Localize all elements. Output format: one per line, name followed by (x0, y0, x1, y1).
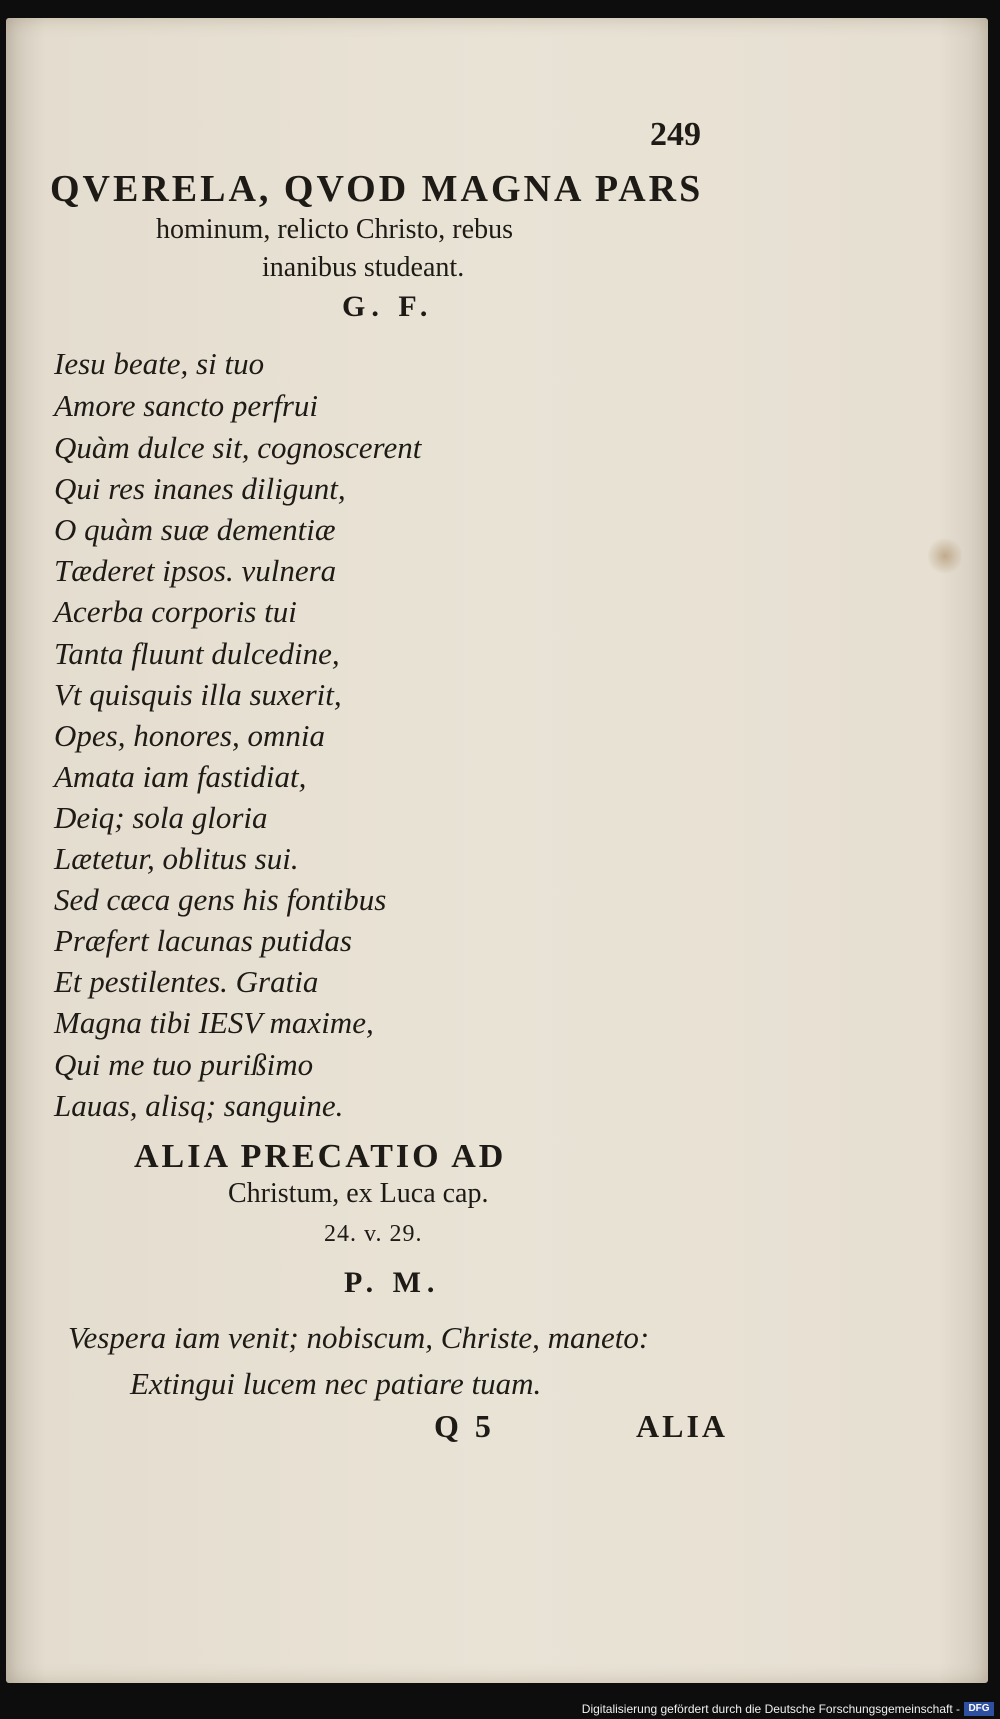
verse-line: Præfert lacunas putidas (54, 923, 352, 958)
funding-note: Digitalisierung gefördert durch die Deutsche Forschungsgemeinschaft - (581, 1702, 960, 1716)
paper-stain (928, 536, 962, 576)
prayer-title-line-3: 24. v. 29. (324, 1221, 423, 1247)
poem-title-line-1: QVERELA, QVOD MAGNA PARS (50, 168, 704, 210)
verse-line: Vt quisquis illa suxerit, (54, 677, 342, 712)
verse-line: Qui me tuo purißimo (54, 1047, 314, 1082)
verse-line: Lauas, alisq; sanguine. (54, 1088, 344, 1123)
verse-line: Magna tibi IESV maxime, (54, 1005, 374, 1040)
prayer-title-line-1: ALIA PRECATIO AD (134, 1138, 507, 1175)
prayer-title-line-2: Christum, ex Luca cap. (228, 1178, 489, 1209)
verse-line: Amore sancto perfrui (54, 388, 319, 423)
verse-line: Tanta fluunt dulcedine, (54, 636, 340, 671)
distich-line-1: Vespera iam venit; nobiscum, Christe, maneto: (68, 1320, 650, 1355)
verse-line: Acerba corporis tui (54, 594, 297, 629)
poem-author-initials: G. F. (342, 290, 434, 323)
verse-line: O quàm suæ dementiæ (54, 512, 336, 547)
catchword: ALIA (636, 1408, 729, 1444)
verse-line: Qui res inanes diligunt, (54, 471, 346, 506)
verse-line: Deiq; sola gloria (54, 800, 268, 835)
poem-title-line-3: inanibus studeant. (262, 252, 465, 283)
verse-line: Et pestilentes. Gratia (54, 964, 319, 999)
verse-line: Opes, honores, omnia (54, 718, 325, 753)
verse-line: Quàm dulce sit, cognoscerent (54, 430, 422, 465)
dfg-logo-icon: DFG (964, 1702, 994, 1716)
distich-line-2: Extingui lucem nec patiare tuam. (130, 1366, 542, 1401)
page-number: 249 (650, 116, 701, 153)
signature-mark: Q 5 (434, 1408, 495, 1444)
verse-line: Tæderet ipsos. vulnera (54, 553, 337, 588)
verse-line: Amata iam fastidiat, (54, 759, 307, 794)
verse-line: Iesu beate, si tuo (54, 346, 265, 381)
prayer-author-initials: P. M. (344, 1266, 441, 1299)
verse-line: Sed cæca gens his fontibus (54, 882, 387, 917)
poem-title-line-2: hominum, relicto Christo, rebus (156, 214, 513, 245)
verse-line: Lætetur, oblitus sui. (54, 841, 299, 876)
